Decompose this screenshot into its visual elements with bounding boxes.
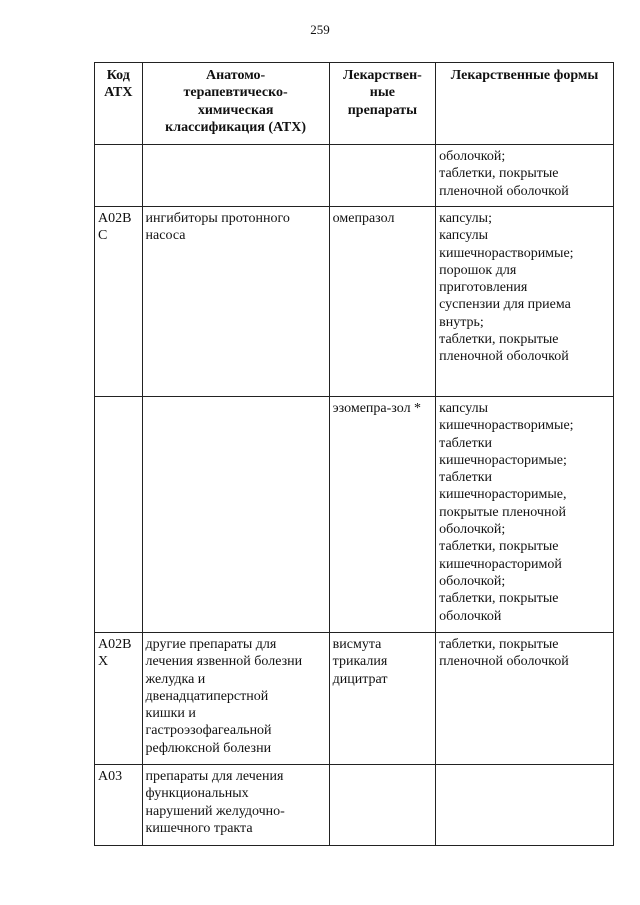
table-header-row (95, 63, 614, 145)
cell-text-line: другие препараты для (145, 637, 277, 652)
cell-text-line: таблетки, покрытые (439, 539, 559, 555)
cell-text-line: кишечного тракта (145, 820, 253, 836)
cell-text-line: Код (106, 68, 130, 83)
cell-drug (329, 633, 435, 765)
cell-forms (436, 765, 614, 846)
cell-text-line: Лекарствен- (343, 68, 422, 83)
cell-classification (142, 765, 329, 846)
cell-classification (142, 145, 329, 207)
cell-text-line: приготовления (439, 280, 528, 296)
page-number: 259 (310, 22, 330, 37)
header-code (95, 63, 143, 145)
cell-forms (436, 145, 614, 207)
cell-code (95, 397, 143, 633)
cell-text-line: пленочной оболочкой (439, 183, 569, 199)
cell-classification (142, 397, 329, 633)
cell-text-line: таблетки (439, 435, 493, 451)
cell-text-line: капсулы; (439, 211, 492, 226)
cell-text-line: таблетки, покрытые (439, 591, 559, 607)
table-row (95, 397, 614, 633)
cell-text-line: оболочкой; (439, 573, 506, 589)
cell-code: A03 (95, 765, 143, 846)
cell-text-line: нарушений желудочно- (145, 803, 285, 819)
cell-text-line: гастроэзофагеальной (145, 723, 272, 739)
cell-text-line: покрытые пленочной (439, 504, 566, 520)
cell-drug (329, 145, 435, 207)
cell-forms (436, 397, 614, 633)
table-row (95, 765, 614, 846)
cell-text-line: пленочной оболочкой (439, 654, 569, 670)
cell-text-line: кишечнорастворимые; (439, 245, 574, 261)
header-forms (436, 63, 614, 145)
table-row (95, 207, 614, 397)
cell-text-line: классификация (АТХ) (165, 119, 307, 135)
cell-classification (142, 633, 329, 765)
cell-text-line: ингибиторы протонного (145, 211, 290, 226)
cell-text-line: таблетки (439, 470, 493, 486)
cell-text-line: внутрь; (439, 314, 484, 330)
table-row (95, 145, 614, 207)
cell-text-line: порошок для (439, 262, 517, 278)
cell-text-line: омепразол (332, 211, 395, 226)
cell-text-line: таблетки, покрытые (439, 637, 559, 652)
table-row (95, 633, 614, 765)
cell-text-line: эзомепра-зол * (332, 401, 422, 416)
cell-text-line: оболочкой; (439, 149, 506, 164)
cell-text-line: препараты (347, 102, 418, 118)
atx-table (94, 62, 614, 846)
cell-text-line: суспензии для приема (439, 297, 571, 313)
cell-forms (436, 633, 614, 765)
cell-code: A02BC (95, 207, 143, 397)
cell-text-line: лечения язвенной болезни (145, 654, 303, 670)
header-classification (142, 63, 329, 145)
cell-text-line: функциональных (145, 786, 249, 802)
cell-text-line: рефлюксной болезни (145, 740, 272, 756)
cell-code: A02BX (95, 633, 143, 765)
cell-text-line: оболочкой; (439, 522, 506, 538)
cell-text-line: желудка и (145, 671, 206, 687)
cell-text-line: капсулы (439, 401, 489, 416)
cell-text-line: кишки и (145, 706, 196, 722)
cell-text-line: Анатомо- (205, 68, 266, 83)
cell-drug (329, 397, 435, 633)
cell-text-line: двенадцатиперстной (145, 688, 269, 704)
cell-text-line: таблетки, покрытые (439, 332, 559, 348)
header-drug (329, 63, 435, 145)
cell-text-line: дицитрат (332, 671, 388, 687)
cell-text-line: кишечнорастворимые; (439, 418, 574, 434)
cell-text-line: Лекарственные формы (450, 68, 599, 83)
cell-text-line: пленочной оболочкой (439, 349, 569, 365)
cell-text-line: АТХ (104, 85, 133, 101)
cell-text-line: насоса (145, 228, 186, 244)
cell-text-line: висмута (332, 637, 382, 652)
cell-text-line: трикалия (332, 654, 388, 670)
cell-text-line: кишечнорасторимые, (439, 487, 567, 503)
cell-text-line: препараты для лечения (145, 769, 284, 784)
cell-code (95, 145, 143, 207)
cell-text-line: оболочкой (439, 608, 502, 624)
cell-drug (329, 765, 435, 846)
cell-text-line: ные (369, 85, 396, 101)
cell-text-line: химическая (197, 102, 274, 118)
cell-text-line: терапевтическо- (183, 85, 288, 101)
cell-text-line: таблетки, покрытые (439, 166, 559, 182)
cell-text-line: капсулы (439, 228, 489, 244)
cell-drug (329, 207, 435, 397)
cell-text-line: кишечнорасторимые; (439, 452, 567, 468)
cell-classification (142, 207, 329, 397)
cell-forms (436, 207, 614, 397)
cell-text-line: кишечнорасторимой (439, 556, 562, 572)
